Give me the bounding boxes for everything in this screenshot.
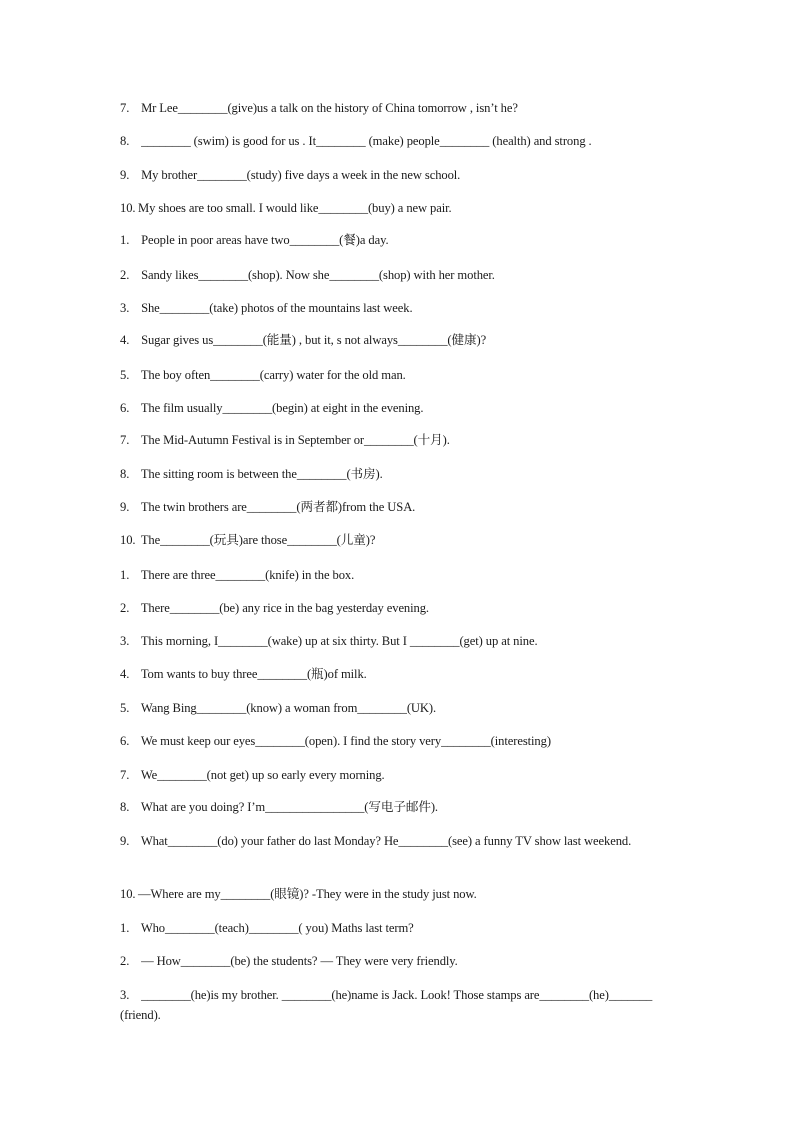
item-text: Wang Bing________(know) a woman from________(UK).	[140, 701, 437, 715]
item-number: 6.	[120, 401, 130, 415]
exercise-line	[120, 797, 660, 817]
exercise-line	[120, 497, 660, 517]
item-number: 7.	[120, 768, 130, 782]
item-text: ________(he)is my brother. ________(he)name is Jack. Look! Those stamps are________(he)_______ (friend).	[120, 988, 653, 1022]
item-number: 8.	[120, 467, 130, 481]
item-text: People in poor areas have two________(餐)a day.	[141, 233, 389, 247]
item-number: 3.	[120, 634, 130, 648]
item-text: The Mid-Autumn Festival is in September or________(十月).	[140, 433, 450, 447]
item-number: 5.	[120, 368, 130, 382]
item-number: 10.	[120, 201, 136, 215]
item-text: There________(be) any rice in the bag yesterday evening.	[140, 601, 429, 615]
exercise-line	[120, 884, 660, 904]
exercise-line	[120, 598, 660, 618]
exercise-line	[120, 985, 660, 1025]
item-text: This morning, I________(wake) up at six thirty. But I ________(get) up at nine.	[140, 634, 538, 648]
item-number: 1.	[120, 233, 130, 247]
item-text: The boy often________(carry) water for the old man.	[140, 368, 406, 382]
exercise-line	[120, 230, 660, 250]
exercise-line	[120, 698, 660, 718]
item-number: 2.	[120, 268, 130, 282]
item-number: 9.	[120, 168, 130, 182]
item-number: 6.	[120, 734, 130, 748]
item-number: 4.	[120, 667, 130, 681]
exercise-line	[120, 631, 660, 651]
item-text: The film usually________(begin) at eight in the evening.	[140, 401, 424, 415]
exercise-line	[120, 330, 660, 350]
item-text: She________(take) photos of the mountains last week.	[141, 301, 413, 315]
item-text: There are three________(knife) in the box.	[140, 568, 355, 582]
exercise-line	[120, 430, 660, 450]
item-number: 8.	[120, 134, 130, 148]
item-number: 3.	[120, 301, 130, 315]
item-number: 3.	[120, 988, 130, 1002]
item-number: 10.	[120, 887, 136, 901]
item-text: The________(玩具)are those________(儿童)?	[140, 533, 376, 547]
exercise-line	[120, 198, 660, 218]
item-text: Sugar gives us________(能量) , but it, s not always________(健康)?	[141, 333, 487, 347]
exercise-line	[120, 731, 660, 751]
item-text: What are you doing? I’m________________(写电子邮件).	[140, 800, 438, 814]
exercise-line	[120, 565, 660, 585]
item-text: Tom wants to buy three________(瓶)of milk.	[140, 667, 367, 681]
item-text: The sitting room is between the________(书房).	[140, 467, 383, 481]
exercise-line	[120, 265, 660, 285]
item-text: — How________(be) the students? — They were very friendly.	[141, 954, 458, 968]
exercise-line	[120, 131, 660, 151]
exercise-line	[120, 398, 660, 418]
item-number: 10.	[120, 533, 136, 547]
exercise-line	[120, 765, 660, 785]
exercise-line	[120, 918, 660, 938]
exercise-line	[120, 951, 660, 971]
exercise-line	[120, 530, 660, 550]
item-text: ________ (swim) is good for us . It________ (make) people________ (health) and strong .	[141, 134, 592, 148]
item-text: My brother________(study) five days a week in the new school.	[141, 168, 461, 182]
item-text: —Where are my________(眼镜)? -They were in the study just now.	[138, 887, 477, 901]
exercise-line	[120, 165, 660, 185]
item-number: 9.	[120, 500, 130, 514]
item-number: 1.	[120, 568, 130, 582]
item-number: 9.	[120, 834, 130, 848]
item-number: 2.	[120, 954, 130, 968]
exercise-line	[120, 98, 660, 118]
item-number: 7.	[120, 433, 130, 447]
item-text: Mr Lee________(give)us a talk on the history of China tomorrow , isn’t he?	[141, 101, 518, 115]
exercise-line	[120, 831, 660, 851]
exercise-line	[120, 298, 660, 318]
item-text: Sandy likes________(shop). Now she________(shop) with her mother.	[141, 268, 495, 282]
item-number: 2.	[120, 601, 130, 615]
item-number: 5.	[120, 701, 130, 715]
item-text: My shoes are too small. I would like________(buy) a new pair.	[138, 201, 452, 215]
exercise-line	[120, 464, 660, 484]
item-number: 1.	[120, 921, 130, 935]
item-text: What________(do) your father do last Monday? He________(see) a funny TV show last weekend.	[140, 834, 632, 848]
item-text: The twin brothers are________(两者都)from the USA.	[140, 500, 416, 514]
exercise-line	[120, 365, 660, 385]
item-text: Who________(teach)________( you) Maths last term?	[140, 921, 414, 935]
item-number: 7.	[120, 101, 130, 115]
exercise-line	[120, 664, 660, 684]
item-number: 4.	[120, 333, 130, 347]
item-text: We must keep our eyes________(open). I find the story very________(interesting)	[140, 734, 551, 748]
item-number: 8.	[120, 800, 130, 814]
item-text: We________(not get) up so early every morning.	[140, 768, 385, 782]
